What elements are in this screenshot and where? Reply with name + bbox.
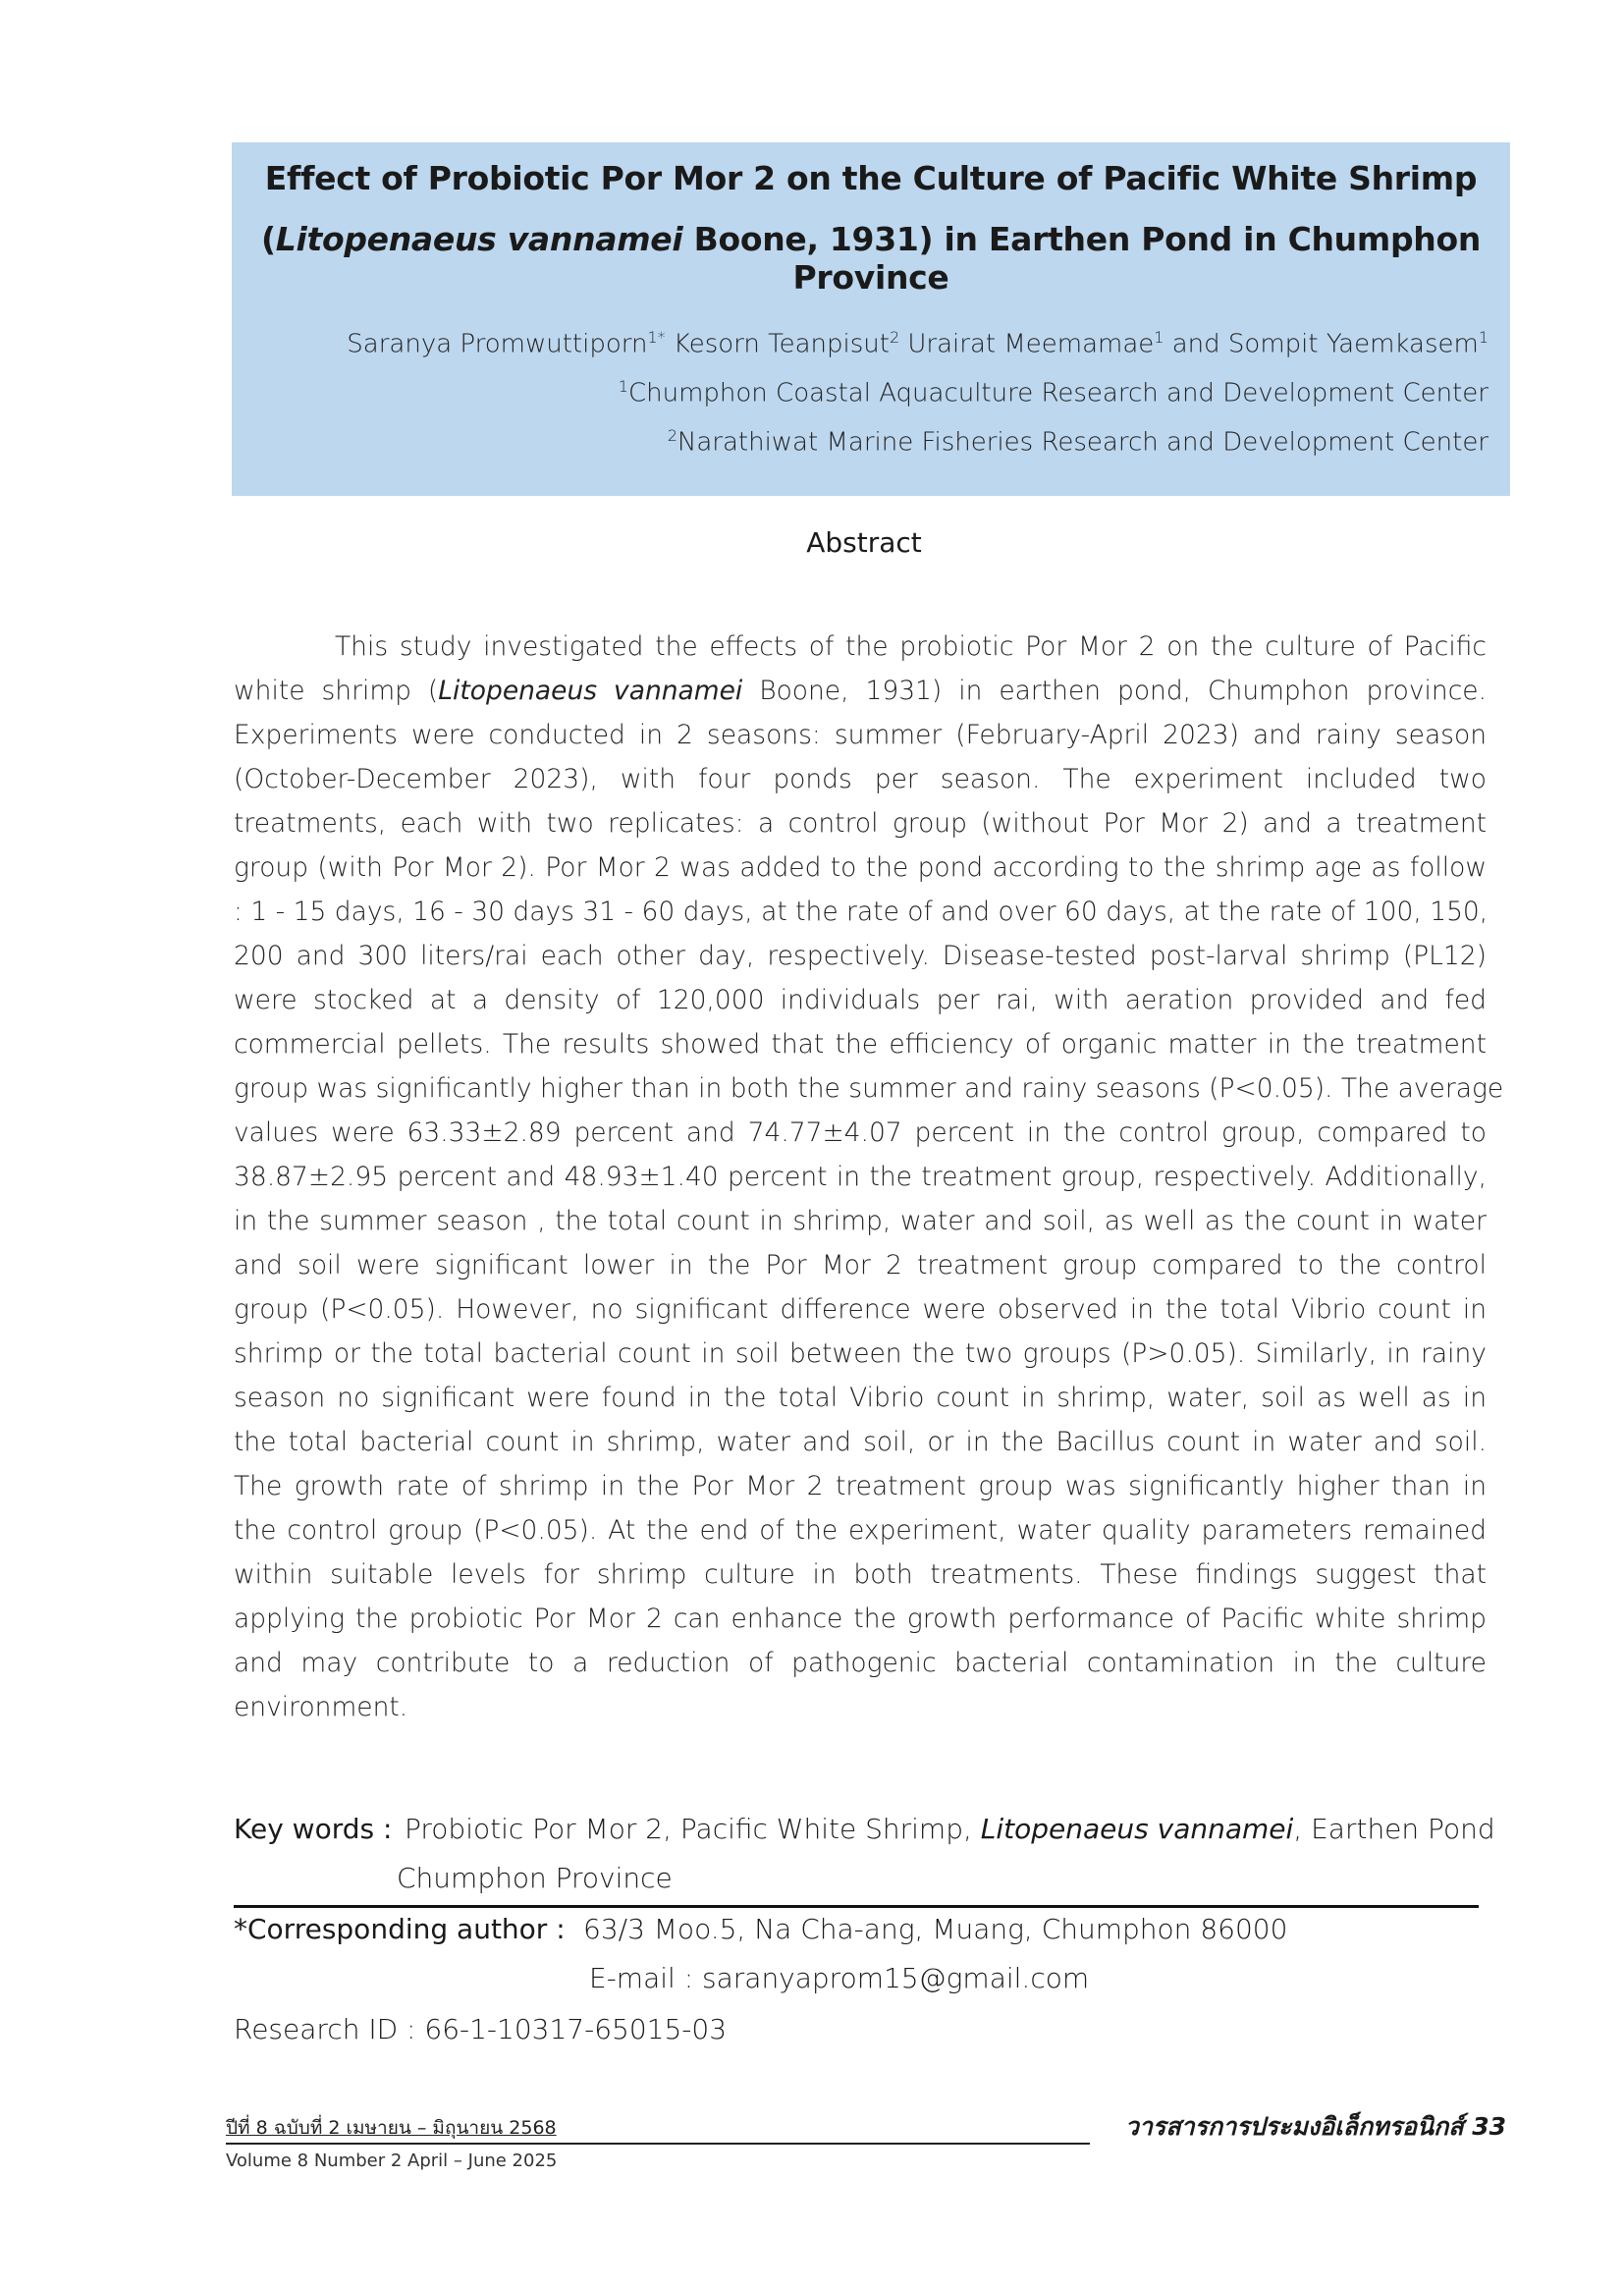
abstract-line: season no significant were found in the total Vibrio count in shrimp, water, soil as well as in [234,1383,1487,1413]
abstract-line: white shrimp (Litopenaeus vannamei Boone, 1931) in earthen pond, Chumphon province. [234,676,1487,706]
author-affiliation-mark: 1* [647,328,666,347]
abstract-line: in the summer season , the total count in shrimp, water and soil, as well as the count in water [234,1206,1487,1236]
abstract-line: : 1 - 15 days, 16 - 30 days 31 - 60 days, at the rate of and over 60 days, at the rate of 100, 150, [234,897,1489,927]
author-affiliation-mark: 2 [889,328,900,347]
abstract-line: applying the probiotic Por Mor 2 can enhance the growth performance of Pacific white shrimp [234,1604,1487,1634]
abstract-line: the total bacterial count in shrimp, water and soil, or in the Bacillus count in water and soil. [234,1427,1487,1457]
author-affiliation-mark: 1 [1478,328,1489,347]
paper-title-line1: Effect of Probiotic Por Mor 2 on the Culture of Pacific White Shrimp [264,159,1478,197]
keywords-line2: Chumphon Province [397,1862,673,1894]
section-divider [234,1905,1479,1908]
keywords-label: Key words : [234,1813,393,1845]
author-affiliation-mark: 1 [1154,328,1164,347]
abstract-line: group was significantly higher than in both the summer and rainy seasons (P<0.05). The average [234,1073,1504,1104]
abstract-line: 200 and 300 liters/rai each other day, respectively. Disease-tested post-larval shrimp (PL12) [234,941,1487,971]
author-name: Urairat Meemamae [899,329,1155,359]
abstract-line: 38.87±2.95 percent and 48.93±1.40 percent in the treatment group, respectively. Additionally, [234,1162,1487,1192]
abstract-line: and soil were significant lower in the Por Mor 2 treatment group compared to the control [234,1250,1487,1280]
abstract-line: Experiments were conducted in 2 seasons: summer (February-April 2023) and rainy season [234,720,1487,750]
author-list [347,328,1489,359]
author-name: Saranya Promwuttiporn [347,329,648,359]
abstract-line: the control group (P<0.05). At the end of the experiment, water quality parameters remained [234,1515,1487,1546]
footer-journal-name-page: วารสารการประมงอิเล็กทรอนิกส์ 33 [1124,2112,1506,2141]
abstract-line: treatments, each with two replicates: a control group (without Por Mor 2) and a treatment [234,808,1487,839]
abstract-line: group (with Por Mor 2). Por Mor 2 was added to the pond according to the shrimp age as follow [234,852,1487,883]
footer-rule [226,2143,1090,2145]
abstract-line: environment. [234,1692,408,1722]
corresponding-author-address: 63/3 Moo.5, Na Cha-ang, Muang, Chumphon 86000 [583,1913,1288,1945]
abstract-line: (October-December 2023), with four ponds per season. The experiment included two [234,764,1487,794]
abstract-line: within suitable levels for shrimp culture in both treatments. These findings suggest that [234,1559,1487,1590]
abstract-body [234,625,1504,1729]
affiliation-2: $^2$Narathiwat Marine Fisheries Research and Development Center [667,426,1489,458]
keywords-line1: Probiotic Por Mor 2, Pacific White Shrimp, Litopenaeus vannamei, Earthen Pond [405,1813,1495,1845]
abstract-line: group (P<0.05). However, no significant difference were observed in the total Vibrio count in [234,1294,1487,1325]
abstract-line: and may contribute to a reduction of pathogenic bacterial contamination in the culture [234,1648,1487,1678]
species-name-italic: Litopenaeus vannamei [275,220,683,258]
footer-thai-issue: ปีที่ 8 ฉบับที่ 2 เมษายน – มิถุนายน 2568 [226,2117,557,2139]
abstract-line: shrimp or the total bacterial count in soil between the two groups (P>0.05). Similarly, in rainy [234,1338,1487,1369]
abstract-line: commercial pellets. The results showed that the efficiency of organic matter in the treatment [234,1029,1487,1060]
abstract-line: This study investigated the effects of the probiotic Por Mor 2 on the culture of Pacific [335,631,1487,662]
corresponding-author-label: *Corresponding author : [234,1913,566,1945]
abstract-line: values were 63.33±2.89 percent and 74.77±4.07 percent in the control group, compared to [234,1117,1487,1148]
abstract-line: The growth rate of shrimp in the Por Mor 2 treatment group was significantly higher than in [234,1471,1487,1501]
affiliation-1: $^1$Chumphon Coastal Aquaculture Research and Development Center [618,377,1489,408]
research-id: Research ID : 66-1-10317-65015-03 [234,2013,728,2045]
footer-english-issue: Volume 8 Number 2 April – June 2025 [226,2150,558,2171]
author-name: Kesorn Teanpisut [665,329,890,359]
abstract-line: were stocked at a density of 120,000 individuals per rai, with aeration provided and fed [234,985,1487,1015]
author-name: and Sompit Yaemkasem [1164,329,1479,359]
abstract-heading: Abstract [806,526,922,559]
paper-title-line2: (Litopenaeus vannamei Boone, 1931) in Earthen Pond in Chumphon Province [260,220,1482,297]
corresponding-author-email: E-mail : saranyaprom15@gmail.com [589,1962,1090,1994]
